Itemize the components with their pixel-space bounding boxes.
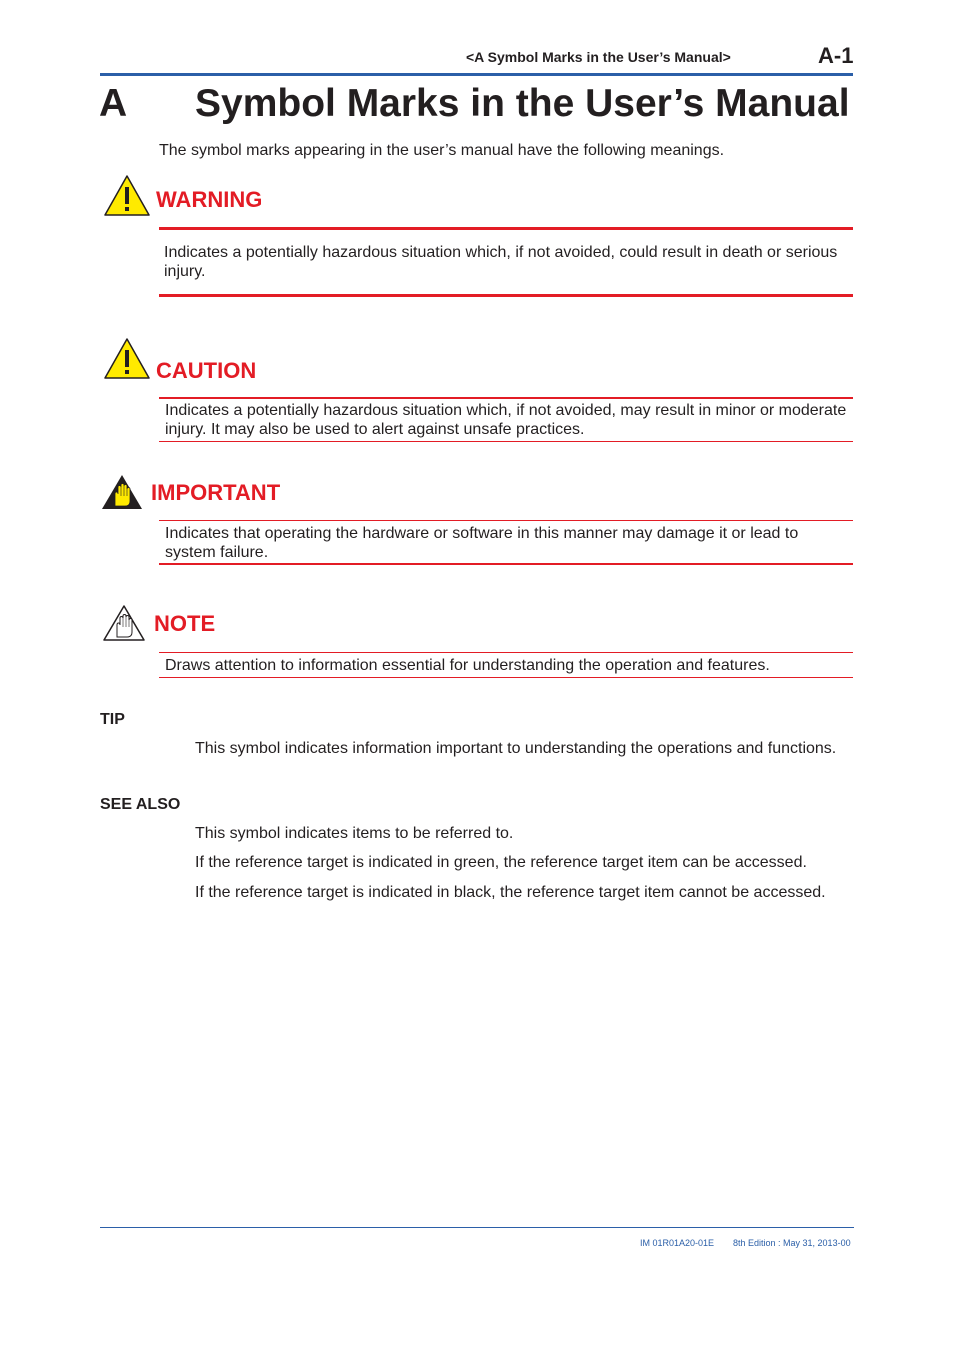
note-top-rule — [159, 652, 853, 653]
note-bottom-rule — [159, 677, 853, 678]
footer-doc-number: IM 01R01A20-01E — [640, 1238, 715, 1248]
chapter-intro: The symbol marks appearing in the user’s manual have the following meanings. — [159, 142, 725, 159]
chapter-letter: A — [99, 82, 128, 125]
note-label: NOTE — [154, 611, 216, 636]
see-also-line: If the reference target is indicated in black, the reference target item cannot be accessed. — [195, 884, 826, 901]
running-header-title: <A Symbol Marks in the User’s Manual> — [466, 49, 731, 65]
footer-edition: 8th Edition : May 31, 2013-00 — [733, 1238, 851, 1248]
note-text: Draws attention to information essential for understanding the operation and features. — [165, 657, 770, 674]
important-text: Indicates that operating the hardware or software in this manner may damage it or lead to system failure. — [165, 525, 799, 561]
caution-top-rule — [159, 397, 853, 399]
hand-outline-triangle-icon — [103, 605, 145, 641]
exclamation-triangle-icon — [103, 174, 151, 217]
see-also-heading: SEE ALSO — [100, 796, 181, 813]
caution-bottom-rule — [159, 441, 853, 442]
tip-heading: TIP — [100, 711, 125, 728]
important-top-rule — [159, 520, 853, 521]
warning-text: Indicates a potentially hazardous situation which, if not avoided, could result in death or serious injury. — [164, 244, 838, 280]
see-also-line: If the reference target is indicated in green, the reference target item can be accessed. — [195, 854, 807, 871]
important-label: IMPORTANT — [151, 480, 281, 505]
tip-text: This symbol indicates information important to understanding the operations and functions. — [195, 740, 837, 757]
page-number: A-1 — [818, 43, 854, 68]
exclamation-triangle-icon — [103, 337, 151, 380]
chapter-title: Symbol Marks in the User’s Manual — [195, 82, 850, 125]
hand-triangle-icon — [101, 474, 143, 510]
see-also-line: This symbol indicates items to be referred to. — [195, 825, 514, 842]
header-divider — [100, 73, 853, 76]
footer-divider — [100, 1227, 854, 1228]
warning-label: WARNING — [156, 187, 263, 212]
warning-top-rule — [159, 227, 853, 230]
caution-label: CAUTION — [156, 358, 257, 383]
caution-text: Indicates a potentially hazardous situation which, if not avoided, may result in minor or moderate injury. It may also be used to alert against unsafe practices. — [165, 402, 847, 438]
important-bottom-rule — [159, 563, 853, 565]
warning-bottom-rule — [159, 294, 853, 297]
